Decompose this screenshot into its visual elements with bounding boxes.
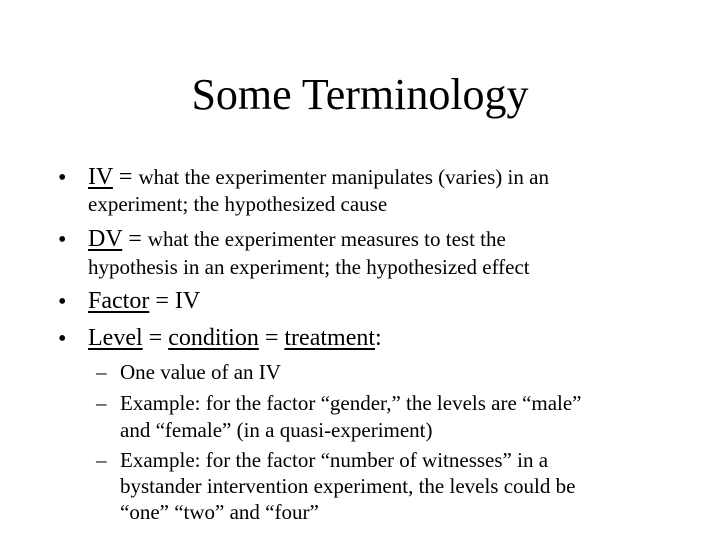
sub-item-gender-cont: and “female” (in a quasi-experiment)	[120, 418, 433, 442]
bullet-dv	[88, 225, 506, 253]
dash-icon: –	[96, 391, 107, 415]
sub-item-witnesses-cont1: bystander intervention experiment, the levels could be	[120, 474, 576, 498]
bullet-factor	[88, 287, 200, 315]
page-title: Some Terminology	[191, 70, 529, 119]
term-level: Level	[88, 325, 143, 351]
sub-item-gender: Example: for the factor “gender,” the levels are “male”	[120, 391, 582, 415]
dv-definition: what the experimenter measures to test the	[147, 227, 506, 251]
term-iv: IV	[88, 164, 113, 190]
iv-definition-cont: experiment; the hypothesized cause	[88, 192, 388, 216]
sub-item-witnesses: Example: for the factor “number of witnesses” in a	[120, 448, 549, 472]
equals: =	[112, 164, 139, 190]
term-factor: Factor	[88, 288, 150, 314]
equals: =	[142, 325, 169, 351]
iv-definition: what the experimenter manipulates (varies) in an	[138, 165, 549, 189]
equals: =	[149, 288, 175, 314]
equals: =	[258, 325, 285, 351]
bullet-icon: •	[58, 227, 67, 253]
dash-icon: –	[96, 360, 107, 384]
equals: =	[122, 226, 148, 252]
bullet-level	[88, 324, 382, 352]
term-condition: condition	[168, 325, 259, 351]
dash-icon: –	[96, 448, 107, 472]
dv-definition-cont: hypothesis in an experiment; the hypothesized effect	[88, 255, 530, 279]
bullet-icon: •	[58, 326, 67, 352]
sub-item-one-value: One value of an IV	[120, 360, 281, 384]
term-dv: DV	[88, 226, 123, 252]
bullet-iv	[88, 163, 549, 191]
bullet-icon: •	[58, 165, 67, 191]
sub-item-witnesses-cont2: “one” “two” and “four”	[120, 500, 319, 524]
factor-value: IV	[174, 288, 201, 314]
bullet-icon: •	[58, 289, 67, 315]
colon: :	[375, 325, 382, 351]
term-treatment: treatment	[284, 325, 376, 351]
